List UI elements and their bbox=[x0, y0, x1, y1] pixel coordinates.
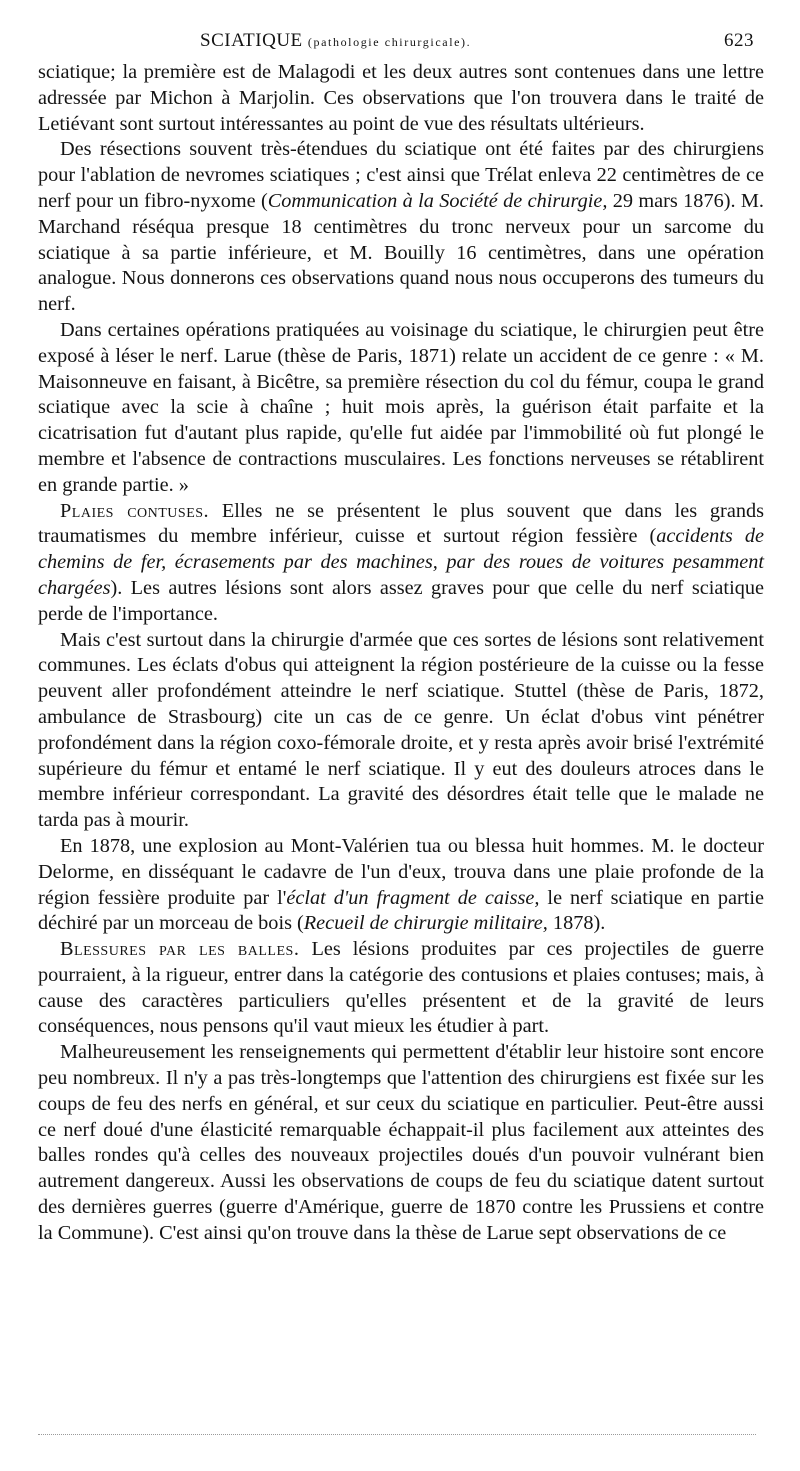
page-number: 623 bbox=[724, 30, 754, 51]
paragraph-5: Mais c'est surtout dans la chirurgie d'armée que ces sortes de lésions sont relativement communes. Les éclats d'obus qui atteignent la région postérieure de la cuisse ou la fesse peuvent aller profondément atteindre le nerf sciatique. Stuttel (thèse de Paris, 1872, ambulance de Strasbourg) cite un cas de ce genre. Un éclat d'obus vint pénétrer profondément dans la région coxo-fémorale droite, et y resta après avoir brisé l'extrémité supérieure du fémur et entamé le nerf sciatique. Il y eut des douleurs atroces dans le membre inférieur correspondant. La gravité des désordres était telle que le malade ne tarda pas à mourir. bbox=[38, 628, 764, 832]
paragraph-6-citation: Recueil de chirurgie militaire, bbox=[303, 912, 548, 935]
paragraph-4-text-b: ). Les autres lésions sont alors assez graves pour que celle du nerf sciatique perde de l'importance. bbox=[38, 576, 764, 625]
paragraph-7-text: Les lésions produites par ces projectiles de guerre pourraient, à la rigueur, entrer dans la catégorie des contusions et plaies contuses; mais, à cause des caractères particuliers qu'elles présentent et de la gravité de leurs conséquences, nous pensons qu'il vaut mieux les étudier à part. bbox=[38, 938, 764, 1038]
paragraph-3: Dans certaines opérations pratiquées au voisinage du sciatique, le chirurgien peut être exposé à léser le nerf. Larue (thèse de Paris, 1871) relate un accident de ce genre : « M. Maisonneuve en faisant, à Bicêtre, sa première résection du col du fémur, coupa le grand sciatique avec la scie à chaîne ; huit mois après, la guérison était parfaite et la cicatrisation fut d'autant plus rapide, qu'elle fut aidée par l'immobilité où fut plongé le membre et l'absence de contractions musculaires. Les fonctions nerveuses se rétablirent en grande partie. » bbox=[38, 318, 764, 496]
paragraph-6-text-b: le nerf sciatique en partie déchiré par un morceau de bois ( bbox=[38, 886, 764, 935]
paragraph-4-examples: accidents de chemins de fer, écrasements par des machines, par des roues de voitures pesamment chargées bbox=[38, 525, 764, 599]
document-page bbox=[38, 26, 764, 1247]
footer-rule bbox=[38, 1434, 756, 1439]
paragraph-4 bbox=[38, 499, 764, 628]
running-title-sub: (pathologie chirurgicale). bbox=[307, 35, 472, 49]
paragraph-2-text-b: 29 mars 1876). M. Marchand réséqua presque 18 centimètres du tronc nerveux pour un sarcome du sciatique à sa partie inférieure, et M. Bouilly 16 centimètres, dans une opération analogue. Nous donnerons ces observations quand nous nous occuperons des tumeurs du nerf. bbox=[38, 189, 764, 316]
paragraph-2-text-a: Des résections souvent très-étendues du sciatique ont été faites par des chirurgiens pour l'ablation de nevromes sciatiques ; c'est ainsi que Trélat enleva 22 centimètres de ce nerf pour un fibro-nyxome ( bbox=[38, 138, 764, 212]
paragraph-7 bbox=[38, 937, 764, 1040]
paragraph-2 bbox=[38, 137, 764, 318]
running-title-main: SCIATIQUE bbox=[200, 30, 303, 51]
section-heading-blessures-balles: Blessures par les balles. bbox=[60, 938, 300, 961]
section-heading-plaies-contuses: Plaies contuses. bbox=[60, 499, 210, 522]
paragraph-6-text-c: 1878). bbox=[547, 912, 606, 935]
paragraph-8: Malheureusement les renseignements qui permettent d'établir leur histoire sont encore peu nombreux. Il n'y a pas très-longtemps que l'attention des chirurgiens est fixée sur les coups de feu des nerfs en général, et sur ceux du sciatique en particulier. Peut-être aussi ce nerf doué d'une élasticité remarquable échappait-il plus facilement aux atteintes des balles rondes qu'à celles des nouveaux projectiles doués d'un pouvoir vulnérant bien autrement dangereux. Aussi les observations de coups de feu du sciatique datent surtout des dernières guerres (guerre d'Amérique, guerre de 1870 contre les Prussiens et contre la Commune). C'est ainsi qu'on trouve dans la thèse de Larue sept observations de ce bbox=[38, 1041, 764, 1244]
running-header bbox=[38, 26, 764, 60]
paragraph-1: sciatique; la première est de Malagodi et les deux autres sont contenues dans une lettre adressée par Michon à Marjolin. Ces observations que l'on trouvera dans le traité de Letiévant sont surtout intéressantes au point de vue des résultats ultérieurs. bbox=[38, 61, 764, 135]
paragraph-6-text-a: En 1878, une explosion au Mont-Valérien tua ou blessa huit hommes. M. le docteur Delorme, en disséquant le cadavre de l'un d'eux, trouva dans une plaie profonde de la région fessière produite par l' bbox=[38, 834, 764, 909]
running-title bbox=[200, 30, 471, 52]
body-text bbox=[38, 60, 764, 1247]
paragraph-2-citation: Communication à la Société de chirurgie, bbox=[267, 189, 608, 212]
paragraph-6-italic-1: éclat d'un fragment de caisse, bbox=[286, 886, 540, 909]
paragraph-4-text-a: Elles ne se présentent le plus souvent que dans les grands traumatismes du membre inférieur, cuisse et surtout région fessière ( bbox=[38, 499, 764, 548]
paragraph-6 bbox=[38, 834, 764, 937]
